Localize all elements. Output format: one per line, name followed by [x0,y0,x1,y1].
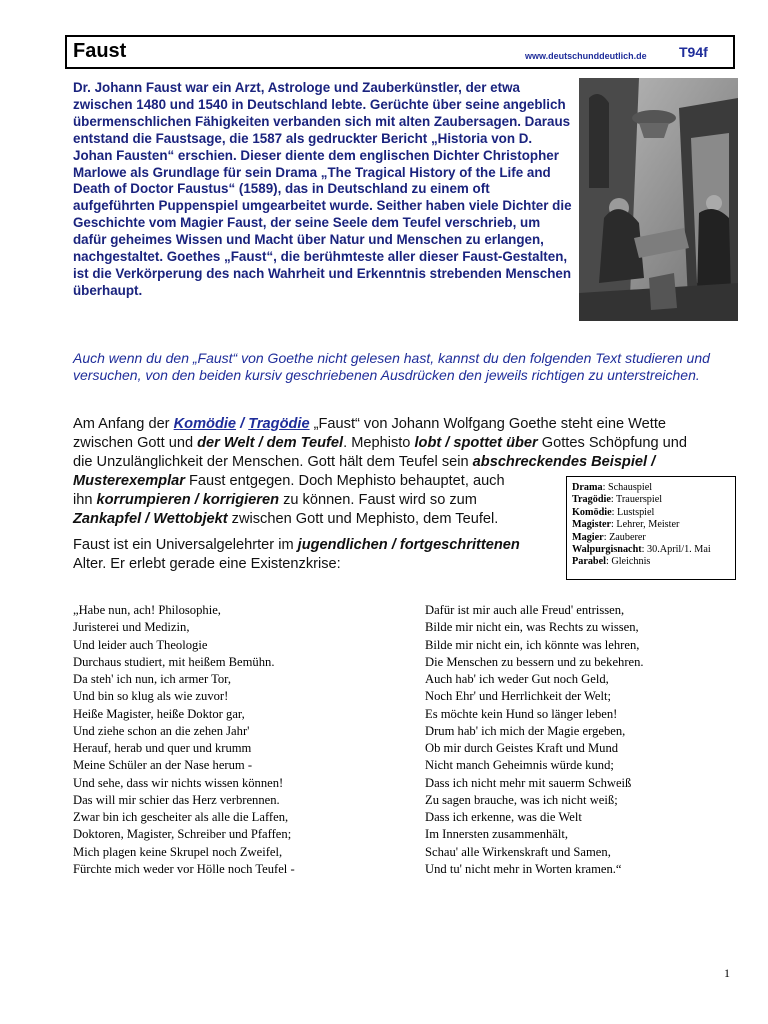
page-title: Faust [73,40,127,62]
exercise-text: Am Anfang der [73,416,174,432]
poem-line: Zu sagen brauche, was ich nicht weiß; [425,792,618,807]
exercise-instruction: Auch wenn du den „Faust“ von Goethe nicht gelesen hast, kannst du den folgenden Text studieren und versuchen, von den beiden kursiv geschriebenen Ausdrücken den jeweils richtigen zu unterstreichen. [73,350,710,383]
poem-line: Das will mir schier das Herz verbrennen. [73,792,280,807]
choice-separator: / [236,416,249,432]
poem-line: Und sehe, dass wir nichts wissen können! [73,775,284,790]
intro-paragraph: Dr. Johann Faust war ein Arzt, Astrologe und Zauberkünstler, der etwa zwischen 1480 und 1540 in Deutschland lebte. Gerüchte über seine angeblich übermenschlichen Fähigkeiten verbanden sich mit alten Zaubersagen. Daraus entstand die Faustsage, die 1587 als gedruckter Bericht „Historia von D. Johan Fausten“ erschien. Dieser diente dem englischen Dichter Christopher Marlowe als Grundlage für sein Drama „The Tragical History of the Life and Death of Doctor Faustus“ (1589), das in Deutschland zu einem oft aufgeführten Puppenspiel umgearbeitet wurde. Seither haben viele Dichter die Geschichte vom Magier Faust, der seine Seele dem Teufel verschrieb, um dafür geheimes Wissen und Macht über Natur und Menschen zu erlangen, nachgestaltet. Goethes „Faust“, die berühmteste aller dieser Faust-Gestalten, ist die Verkörperung des nach Wahrheit und Erkenntnis strebenden Menschen überhaupt. [73,80,572,298]
poem-line: Dafür ist mir auch alle Freud' entrissen, [425,603,625,617]
poem-line: Noch Ehr' und Herrlichkeit der Welt; [425,689,612,704]
poem-line: Es möchte kein Hund so länger leben! [425,706,618,721]
glossary-entry: Komödie: Lustspiel [572,506,655,518]
exercise-text: zwischen Gott und [73,435,198,451]
poem-line: Nicht manch Geheimnis würde kund; [425,758,614,773]
choice-zankapfel-wettobjekt[interactable]: Zankapfel / Wettobjekt [73,511,228,527]
choice-lobt-spottet[interactable]: lobt / spottet über [414,435,538,451]
poem-line: Und tu' nicht mehr in Worten kramen.“ [425,861,622,876]
poem-line: Und ziehe schon an die zehen Jahr' [73,723,250,738]
poem-line: Schau' alle Wirkenskraft und Samen, [425,844,611,859]
poem-line: Juristerei und Medizin, [73,620,190,635]
choice-korrumpieren-korrigieren[interactable]: korrumpieren / korrigieren [96,492,280,508]
poem-line: Bilde mir nicht ein, ich könnte was lehren, [425,637,640,652]
glossary-entry: Drama: Schauspiel [572,482,653,493]
poem-line: Da steh' ich nun, ich armer Tor, [73,672,232,686]
glossary-entry: Tragödie: Trauerspiel [572,494,663,506]
exercise-text: Faust ist ein Universalgelehrter im [73,537,298,553]
exercise-text: . Mephisto [343,435,415,451]
poem-line: „Habe nun, ach! Philosophie, [73,603,221,617]
poem-line: Im Innersten zusammenhält, [425,827,569,842]
poem-line: Dass ich erkenne, was die Welt [425,810,582,824]
poem-line: Meine Schüler an der Nase herum - [73,758,253,773]
poem-line: Durchaus studiert, mit heißem Bemühn. [73,654,275,669]
poem-line: Herauf, herab und quer und krumm [73,741,252,755]
glossary-box [566,476,736,580]
poem-line: Heiße Magister, heiße Doktor gar, [73,706,245,721]
poem-line: Doktoren, Magister, Schreiber und Pfaffen; [73,827,292,842]
exercise-text: zwischen Gott und Mephisto, dem Teufel. [227,511,499,527]
choice-welt-teufel[interactable]: der Welt / dem Teufel [197,435,344,451]
poem-line: Die Menschen zu bessern und zu bekehren. [425,654,644,669]
poem-line: Auch hab' ich weder Gut noch Geld, [425,672,609,686]
poem-line: Und leider auch Theologie [73,637,208,652]
choice-jugendlich-fortgeschritten[interactable]: jugendlichen / fortgeschrittenen [297,537,520,553]
page-number: 1 [724,966,730,980]
choice-musterexemplar[interactable]: Musterexemplar [73,473,185,489]
exercise-text: Faust entgegen. Doch Mephisto behauptet, auch [184,473,505,489]
exercise-text: ihn [73,492,97,508]
header-box [65,35,735,69]
choice-beispiel[interactable]: abschreckendes Beispiel / [472,454,656,470]
poem-line: Fürchte mich weder vor Hölle noch Teufel - [73,861,295,876]
exercise-text: zu können. Faust wird so zum [279,492,477,508]
poem-line: Ob mir durch Geistes Kraft und Mund [425,741,619,755]
choice-tragoedie[interactable]: Tragödie [248,416,310,432]
exercise-text: Gottes Schöpfung und [537,435,688,451]
poem-column-right [425,602,644,878]
glossary-entry: Parabel: Gleichnis [572,556,651,568]
worksheet-code: T94f [679,44,708,60]
poem-line: Zwar bin ich gescheiter als alle die Laffen, [73,810,289,824]
glossary-entry: Magier: Zauberer [572,531,646,543]
poem-line: Dass ich nicht mehr mit sauerm Schweiß [425,775,632,790]
faust-illustration [579,78,738,321]
poem-line: Drum hab' ich mich der Magie ergeben, [425,723,626,738]
poem-line: Mich plagen keine Skrupel noch Zweifel, [73,844,283,859]
glossary-entry: Walpurgisnacht: 30.April/1. Mai [572,544,711,556]
exercise-text: „Faust“ von Johann Wolfgang Goethe steht eine Wette [309,416,667,432]
choice-komoedie[interactable]: Komödie [173,416,237,432]
exercise-text: die Unzulänglichkeit der Menschen. Gott hält dem Teufel sein [73,454,473,470]
glossary-entry: Magister: Lehrer, Meister [572,519,680,531]
exercise-text: Alter. Er erlebt gerade eine Existenzkrise: [73,556,341,572]
website-url[interactable]: www.deutschunddeutlich.de [525,51,647,61]
poem-line: Und bin so klug als wie zuvor! [73,689,229,704]
poem-line: Bilde mir nicht ein, was Rechts zu wissen, [425,620,639,635]
poem-column-left [73,602,295,878]
